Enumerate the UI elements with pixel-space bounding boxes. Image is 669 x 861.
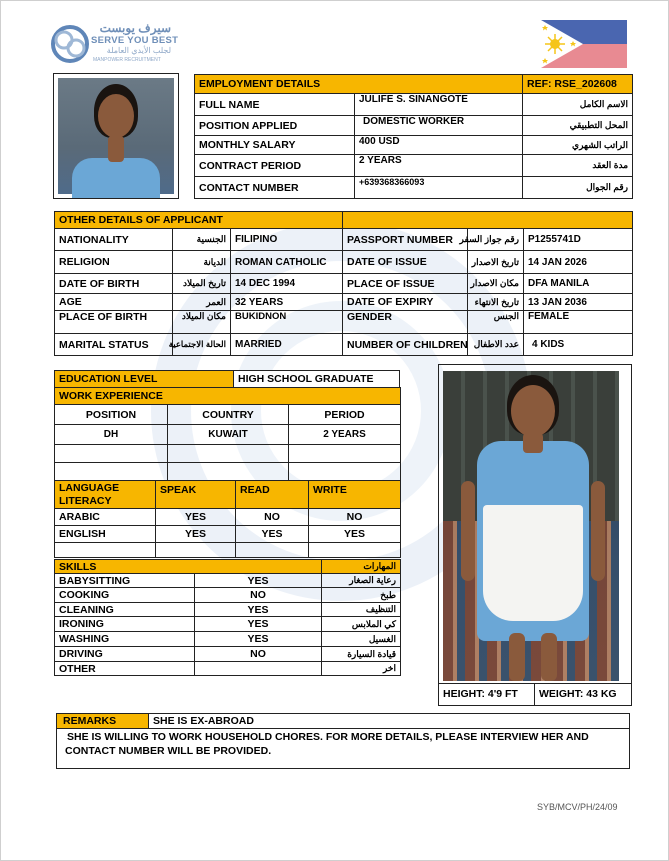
label-gender: GENDER bbox=[343, 311, 468, 334]
value-passport-number: P1255741D bbox=[524, 229, 633, 251]
other-details-header: OTHER DETAILS OF APPLICANT bbox=[55, 212, 343, 229]
label-place-of-birth: PLACE OF BIRTH bbox=[55, 311, 173, 334]
arabic-date-of-issue: تاريخ الاصدار bbox=[468, 251, 524, 274]
arabic-passport-number: رقم جواز السفر bbox=[468, 229, 524, 251]
label-age: AGE bbox=[55, 294, 173, 311]
skill-value: YES bbox=[195, 632, 322, 647]
label-marital-status: MARITAL STATUS bbox=[55, 334, 173, 356]
col-write: WRITE bbox=[309, 481, 401, 509]
col-read: READ bbox=[236, 481, 309, 509]
label-date-of-issue: DATE OF ISSUE bbox=[343, 251, 468, 274]
logo-name: SERVE YOU BEST bbox=[91, 35, 179, 46]
skill-name: COOKING bbox=[55, 588, 195, 603]
label-salary: MONTHLY SALARY bbox=[195, 136, 355, 155]
value-place-of-issue: DFA MANILA bbox=[524, 274, 633, 294]
value-full-name: JULIFE S. SINANGOTE bbox=[355, 94, 523, 116]
skill-arabic: قيادة السيارة bbox=[322, 647, 401, 662]
arabic-religion: الديانة bbox=[173, 251, 231, 274]
photo-frame-full bbox=[438, 364, 632, 706]
other-details-table bbox=[54, 211, 633, 356]
other-details-header-right bbox=[343, 212, 633, 229]
education-label: EDUCATION LEVEL bbox=[55, 371, 289, 388]
label-full-name: FULL NAME bbox=[195, 94, 355, 116]
applicant-photo-full bbox=[443, 371, 619, 681]
skill-name: WASHING bbox=[55, 632, 195, 647]
skill-arabic: رعاية الصغار bbox=[322, 574, 401, 588]
arabic-nationality: الجنسية bbox=[173, 229, 231, 251]
col-speak: SPEAK bbox=[156, 481, 236, 509]
skill-name: IRONING bbox=[55, 617, 195, 632]
photo-frame-small bbox=[53, 73, 179, 199]
work-country: KUWAIT bbox=[168, 425, 289, 445]
company-logo bbox=[49, 21, 179, 67]
remarks-box bbox=[56, 713, 630, 769]
arabic-marital-status: الحالة الاجتماعية bbox=[173, 334, 231, 356]
value-contact-number: +639368366093 bbox=[355, 177, 523, 199]
skill-name: OTHER bbox=[55, 662, 195, 676]
arabic-age: العمر bbox=[173, 294, 231, 311]
remarks-value: SHE IS EX-ABROAD bbox=[149, 714, 629, 729]
label-number-of-children: NUMBER OF CHILDREN bbox=[343, 334, 468, 356]
logo-arabic: سيرف يوبست bbox=[99, 21, 171, 35]
logo-icon bbox=[49, 21, 91, 67]
value-date-of-issue: 14 JAN 2026 bbox=[524, 251, 633, 274]
arabic-contract-period: مدة العقد bbox=[523, 155, 633, 177]
logo-arabic-sub: لجلب الأيدي العاملة bbox=[106, 46, 171, 55]
table-row bbox=[55, 425, 401, 445]
logo-sub: MANPOWER RECRUITMENT bbox=[93, 57, 161, 63]
remarks-text: SHE IS WILLING TO WORK HOUSEHOLD CHORES. FOR MORE DETAILS, PLEASE INTERVIEW HER AND CONTACT NUMBER WILL BE PROVIDED. bbox=[65, 731, 589, 757]
value-salary: 400 USD bbox=[355, 136, 523, 155]
skill-value: YES bbox=[195, 617, 322, 632]
work-position: DH bbox=[55, 425, 168, 445]
remarks-label: REMARKS bbox=[57, 714, 149, 729]
skill-value: YES bbox=[195, 574, 322, 588]
arabic-date-of-birth: تاريخ الميلاد bbox=[173, 274, 231, 294]
arabic-number-of-children: عدد الاطفال bbox=[468, 334, 524, 356]
employment-header: EMPLOYMENT DETAILS bbox=[195, 75, 523, 94]
value-place-of-birth: BUKIDNON bbox=[231, 311, 343, 334]
language-write: YES bbox=[309, 526, 401, 543]
value-nationality: FILIPINO bbox=[231, 229, 343, 251]
language-speak: YES bbox=[156, 509, 236, 526]
col-position: POSITION bbox=[55, 405, 168, 425]
value-religion: ROMAN CATHOLIC bbox=[231, 251, 343, 274]
language-name: ARABIC bbox=[55, 509, 156, 526]
value-date-of-birth: 14 DEC 1994 bbox=[231, 274, 343, 294]
skill-value: NO bbox=[195, 647, 322, 662]
label-passport-number: PASSPORT NUMBER bbox=[343, 229, 468, 251]
applicant-photo-small bbox=[58, 78, 174, 194]
education-value: HIGH SCHOOL GRADUATE bbox=[238, 373, 374, 385]
table-row bbox=[55, 588, 401, 603]
table-row bbox=[55, 509, 401, 526]
arabic-full-name: الاسم الكامل bbox=[523, 94, 633, 116]
label-date-of-birth: DATE OF BIRTH bbox=[55, 274, 173, 294]
col-country: COUNTRY bbox=[168, 405, 289, 425]
skill-name: DRIVING bbox=[55, 647, 195, 662]
value-gender: FEMALE bbox=[524, 311, 633, 334]
language-read: YES bbox=[236, 526, 309, 543]
weight-value: WEIGHT: 43 KG bbox=[539, 688, 617, 700]
arabic-salary: الراتب الشهري bbox=[523, 136, 633, 155]
skill-arabic: كي الملابس bbox=[322, 617, 401, 632]
table-row bbox=[55, 647, 401, 662]
label-nationality: NATIONALITY bbox=[55, 229, 173, 251]
language-write: NO bbox=[309, 509, 401, 526]
work-experience-header: WORK EXPERIENCE bbox=[55, 388, 401, 405]
value-position: DOMESTIC WORKER bbox=[355, 116, 523, 136]
skill-value bbox=[195, 662, 322, 676]
col-period: PERIOD bbox=[289, 405, 401, 425]
reference-number: REF: RSE_202608 bbox=[523, 75, 633, 94]
skills-table bbox=[54, 559, 401, 676]
value-contract-period: 2 YEARS bbox=[355, 155, 523, 177]
value-age: 32 YEARS bbox=[231, 294, 343, 311]
value-date-of-expiry: 13 JAN 2036 bbox=[524, 294, 633, 311]
work-period: 2 YEARS bbox=[289, 425, 401, 445]
table-row bbox=[55, 445, 401, 463]
education-value-box bbox=[233, 370, 400, 388]
skill-arabic: الغسيل bbox=[322, 632, 401, 647]
skill-value: YES bbox=[195, 603, 322, 617]
table-row bbox=[55, 463, 401, 481]
language-name: ENGLISH bbox=[55, 526, 156, 543]
skills-header: SKILLS bbox=[55, 560, 322, 574]
skills-header-arabic: المهارات bbox=[322, 560, 401, 574]
label-religion: RELIGION bbox=[55, 251, 173, 274]
arabic-date-of-expiry: تاريخ الانتهاء bbox=[468, 294, 524, 311]
skill-arabic: اخر bbox=[322, 662, 401, 676]
philippines-flag bbox=[541, 20, 627, 68]
arabic-contact-number: رقم الجوال bbox=[523, 177, 633, 199]
skill-arabic: التنظيف bbox=[322, 603, 401, 617]
label-place-of-issue: PLACE OF ISSUE bbox=[343, 274, 468, 294]
arabic-place-of-birth: مكان الميلاد bbox=[173, 311, 231, 334]
table-row bbox=[55, 617, 401, 632]
skill-name: BABYSITTING bbox=[55, 574, 195, 588]
table-row bbox=[55, 526, 401, 543]
label-date-of-expiry: DATE OF EXPIRY bbox=[343, 294, 468, 311]
label-contact-number: CONTACT NUMBER bbox=[195, 177, 355, 199]
skill-name: CLEANING bbox=[55, 603, 195, 617]
arabic-gender: الجنس bbox=[468, 311, 524, 334]
label-contract-period: CONTRACT PERIOD bbox=[195, 155, 355, 177]
skill-arabic: طبخ bbox=[322, 588, 401, 603]
skill-value: NO bbox=[195, 588, 322, 603]
employment-details-table bbox=[194, 74, 633, 199]
height-value: HEIGHT: 4'9 FT bbox=[439, 684, 535, 706]
table-row bbox=[55, 574, 401, 588]
physical-row bbox=[439, 683, 631, 705]
value-number-of-children: 4 KIDS bbox=[524, 334, 633, 356]
language-header: LANGUAGE LITERACY bbox=[55, 481, 156, 509]
label-position: POSITION APPLIED bbox=[195, 116, 355, 136]
language-table bbox=[54, 480, 401, 558]
table-row bbox=[55, 603, 401, 617]
arabic-position: المحل التطبيقي bbox=[523, 116, 633, 136]
table-row bbox=[55, 543, 401, 558]
language-read: NO bbox=[236, 509, 309, 526]
document-code: SYB/MCV/PH/24/09 bbox=[537, 802, 618, 812]
language-speak: YES bbox=[156, 526, 236, 543]
value-marital-status: MARRIED bbox=[231, 334, 343, 356]
table-row bbox=[55, 632, 401, 647]
arabic-place-of-issue: مكان الاصدار bbox=[468, 274, 524, 294]
table-row bbox=[55, 662, 401, 676]
